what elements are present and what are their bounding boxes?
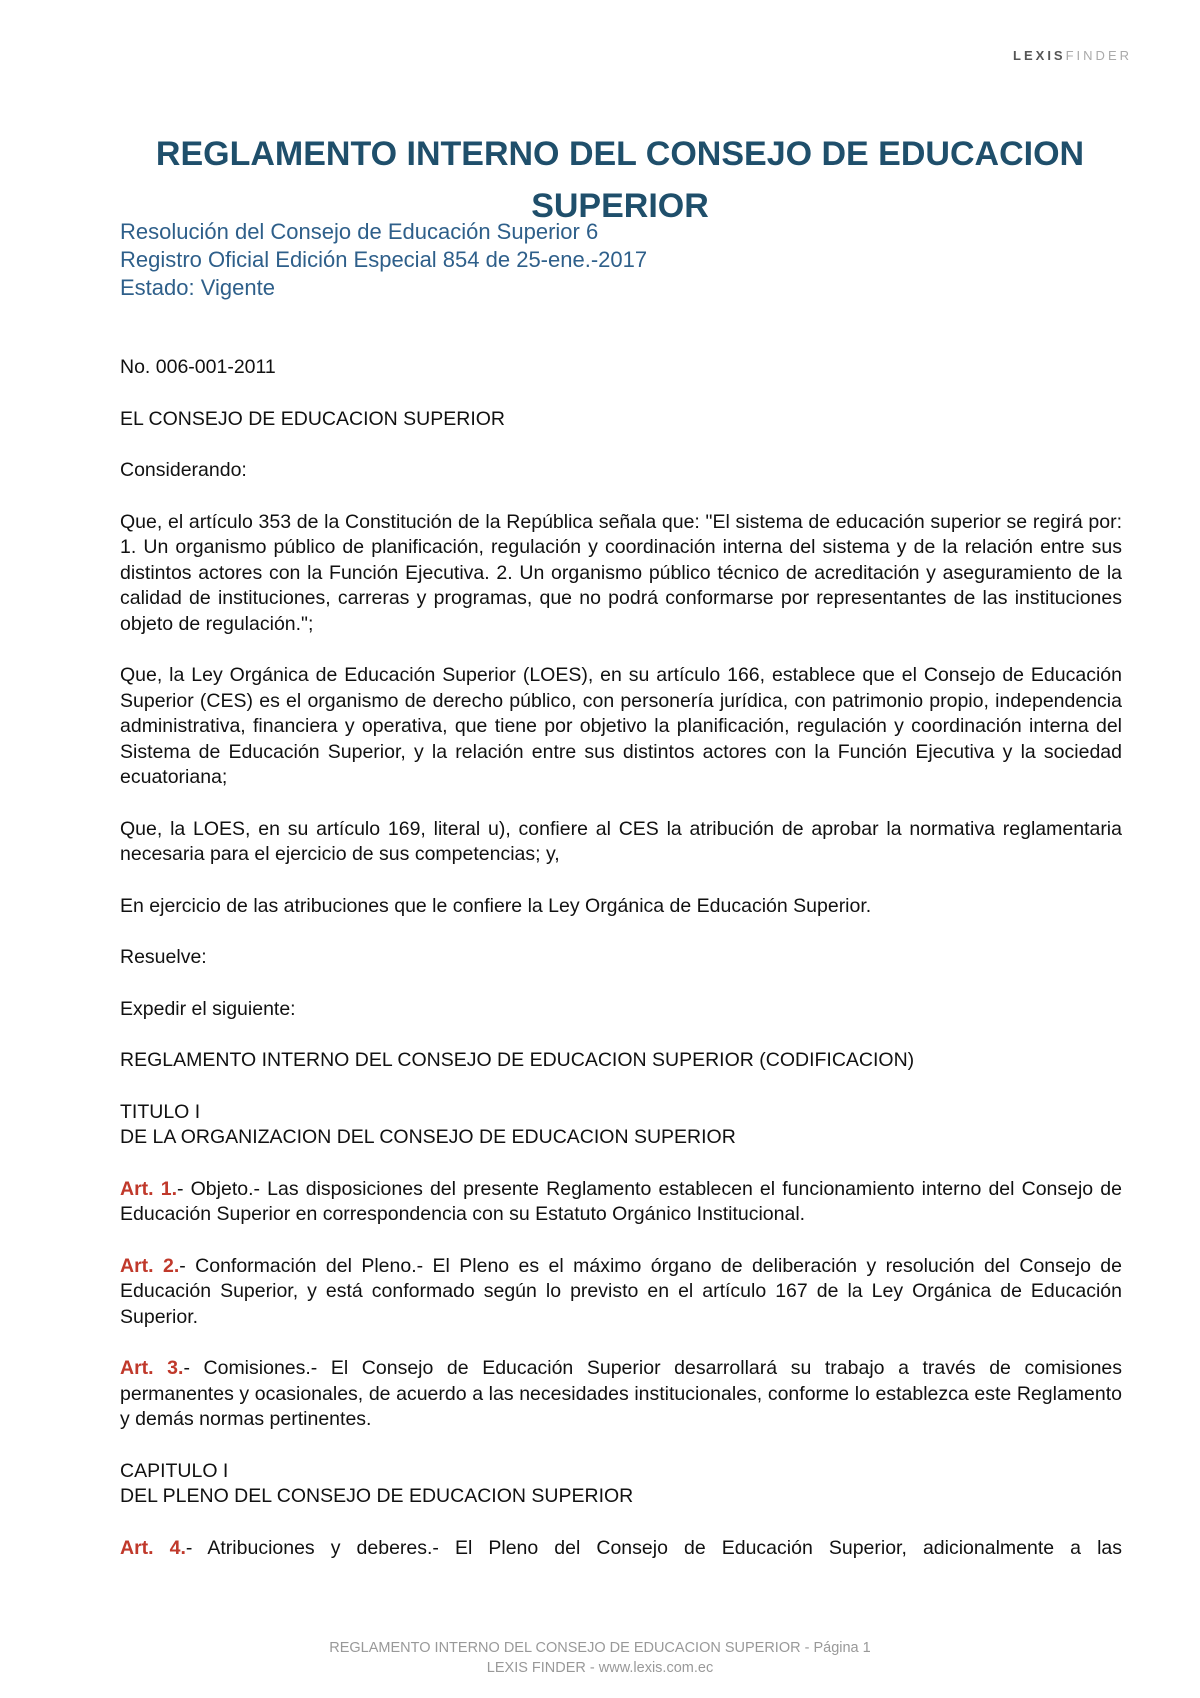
article-1-text: - Objeto.- Las disposiciones del presente Reglamento establecen el funcionamiento interno del Consejo de Educación Superior en correspondencia con su Estatuto Orgánico Institucional. <box>120 1177 1122 1225</box>
lexis-finder-logo <box>1013 48 1132 63</box>
resolution-number: No. 006-001-2011 <box>120 356 276 378</box>
document-metadata <box>120 218 1120 302</box>
article-1 <box>120 1177 1122 1228</box>
considerando-paragraph-1: Que, el artículo 353 de la Constitución de la República señala que: "El sistema de educación superior se regirá por: 1. Un organismo público de planificación, regulación y coordinación interna del sistema y de la relación entre sus distintos actores con la Función Ejecutiva. 2. Un organismo público técnico de acreditación y aseguramiento de la calidad de instituciones, carreras y programas, que no podrá conformarse por representantes de las instituciones objeto de regulación."; <box>120 510 1122 635</box>
considerando-paragraph-2: Que, la Ley Orgánica de Educación Superior (LOES), en su artículo 166, establece que el Consejo de Educación Superior (CES) es el organismo de derecho público, con personería jurídica, con patrimonio propio, independencia administrativa, financiera y operativa, que tiene por objetivo la planificación, regulación y coordinación interna del Sistema de Educación Superior, y la relación entre sus distintos actores con la Función Ejecutiva y la sociedad ecuatoriana; <box>120 664 1122 788</box>
capitulo-heading <box>120 1459 1122 1510</box>
considerando-paragraph-3: Que, la LOES, en su artículo 169, literal u), confiere al CES la atribución de aprobar la normativa reglamentaria necesaria para el ejercicio de sus competencias; y, <box>120 817 1122 865</box>
article-2-number: Art. 2. <box>120 1254 180 1277</box>
article-4 <box>120 1536 1122 1562</box>
logo-part-finder: FINDER <box>1065 48 1132 63</box>
titulo-heading <box>120 1100 1122 1151</box>
footer-page-label: REGLAMENTO INTERNO DEL CONSEJO DE EDUCACION SUPERIOR - Página 1 <box>329 1640 871 1656</box>
article-3-text: - Comisiones.- El Consejo de Educación Superior desarrollará su trabajo a través de comisiones permanentes y ocasionales, de acuerdo a las necesidades institucionales, conforme lo establezca este Reglamento y demás normas pertinentes. <box>120 1357 1123 1430</box>
document-title: REGLAMENTO INTERNO DEL CONSEJO DE EDUCACION SUPERIOR <box>155 135 1085 225</box>
resuelve-label: Resuelve: <box>120 946 207 968</box>
article-2 <box>120 1254 1122 1331</box>
article-4-text: - Atribuciones y deberes.- El Pleno del Consejo de Educación Superior, adicionalmente a las <box>185 1536 1122 1559</box>
titulo-name: DE LA ORGANIZACION DEL CONSEJO DE EDUCACION SUPERIOR <box>120 1126 736 1148</box>
capitulo-name: DEL PLENO DEL CONSEJO DE EDUCACION SUPERIOR <box>120 1485 634 1507</box>
status-line: Estado: Vigente <box>120 275 275 300</box>
logo-part-lexis: LEXIS <box>1013 48 1066 63</box>
article-4-number: Art. 4. <box>120 1536 186 1559</box>
considerando-label: Considerando: <box>120 459 247 481</box>
page-footer <box>0 1638 1200 1678</box>
titulo-label: TITULO I <box>120 1100 201 1123</box>
considerando-paragraph-4: En ejercicio de las atribuciones que le confiere la Ley Orgánica de Educación Superior. <box>120 894 872 917</box>
capitulo-label: CAPITULO I <box>120 1459 229 1482</box>
resolution-line: Resolución del Consejo de Educación Superior 6 <box>120 219 599 244</box>
document-body <box>120 355 1122 1587</box>
issuer-heading: EL CONSEJO DE EDUCACION SUPERIOR <box>120 407 506 430</box>
registro-oficial-line: Registro Oficial Edición Especial 854 de 25-ene.-2017 <box>120 247 648 272</box>
article-2-text: - Conformación del Pleno.- El Pleno es el máximo órgano de deliberación y resolución del Consejo de Educación Superior, y está conformado según lo previsto en el artículo 167 de la Ley Orgánica de Educación Superior. <box>120 1254 1122 1328</box>
article-3 <box>120 1356 1122 1433</box>
reglamento-heading: REGLAMENTO INTERNO DEL CONSEJO DE EDUCACION SUPERIOR (CODIFICACION) <box>120 1049 915 1071</box>
expedir-label: Expedir el siguiente: <box>120 997 296 1020</box>
article-3-number: Art. 3. <box>120 1357 184 1379</box>
footer-site-label: LEXIS FINDER - www.lexis.com.ec <box>486 1660 714 1676</box>
article-1-number: Art. 1. <box>120 1177 177 1200</box>
